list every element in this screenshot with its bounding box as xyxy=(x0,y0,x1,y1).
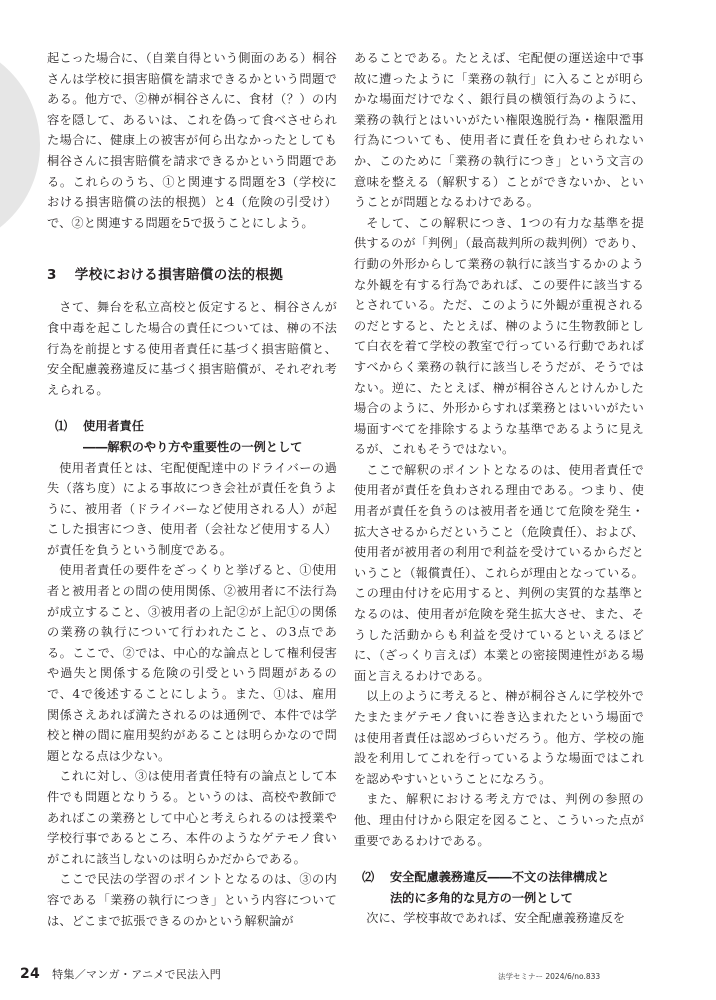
magazine-info: 法学セミナー 2024/6/no.833 xyxy=(498,972,601,981)
subsection-heading xyxy=(47,416,337,457)
paragraph: また、解釈における考え方では、判例の参照の他、理由付けから限定を図ること、こういった点が重要であるわけである。 xyxy=(354,792,644,848)
subsection-subtitle: 法的に多角的な見方の一例として xyxy=(390,890,573,905)
page-number: 24 xyxy=(20,966,41,982)
paragraph: 使用者責任とは、宅配便配達中のドライバーの過失（落ち度）による事故につき会社が責任を負うように、被用者（ドライバーなど使用される人）が起こした損害につき、使用者（会社など使用する人）が責任を負うという制度である。 xyxy=(47,460,337,557)
feature-title: 特集／マンガ・アニメで民法入門 xyxy=(52,968,222,981)
paragraph: ここで民法の学習のポイントとなるのは、③の内容である「業務の執行につき」という内容については、どこまで拡張できるのかという解釈論が xyxy=(47,872,337,928)
paragraph: 以上のように考えると、榊が桐谷さんに学校外でたまたまゲテモノ食いに巻き込まれたという場面では使用者責任は認めづらいだろう。他方、学校の施設を利用してこれを行っているような場面ではこれを認めやすいということになろう。 xyxy=(354,689,644,786)
section-title: 学校における損害賠償の法的根拠 xyxy=(74,267,284,284)
subsection-number: ⑵ xyxy=(362,870,375,885)
paragraph: さて、舞台を私立高校と仮定すると、桐谷さんが食中毒を起こした場合の責任については、榊の不法行為を前提とする使用者責任に基づく損害賠償と、安全配慮義務違反に基づく損害賠償が、それぞれ考えられる。 xyxy=(47,300,337,397)
subsection-heading xyxy=(354,867,644,908)
section-number: 3 xyxy=(47,267,57,284)
paragraph: ここで解釈のポイントとなるのは、使用者責任で使用者が責任を負わされる理由である。つまり、使用者が責任を負うのは被用者を通じて危険を発生・拡大させるからだということ（危険責任）、および、使用者が被用者の利用で利益を受けているからだということ（報償責任）、これらが理由となっている。この理由付けを応用すると、判例の実質的な基準となるのは、使用者が危険を発生拡大させ、また、そうした活動からも利益を受けているといえるほどに、（ざっくり言えば）本業との密接関連性がある場面と言えるわけである。 xyxy=(354,462,644,683)
left-column xyxy=(47,48,337,931)
paragraph: あることである。たとえば、宅配便の運送途中で事故に遭ったように「業務の執行」に入ることが明らかな場面だけでなく、銀行員の横領行為のように、業務の執行とはいいがたい権限逸脱行為・権限濫用行為についても、使用者に責任を負わせられないか、このために「業務の執行につき」という文言の意味を整える（解釈する）ことができないか、ということが問題となるわけである。 xyxy=(354,51,644,210)
subsection-number: ⑴ xyxy=(55,419,68,434)
section-heading xyxy=(47,263,337,283)
paragraph: 起こった場合に、（自業自得という側面のある）桐谷さんは学校に損害賠償を請求できるかという問題である。他方で、②榊が桐谷さんに、食材（？）の内容を隠して、あるいは、これを偽って食べさせられた場合に、健康上の被害が何ら出なかったとしても桐谷さんに損害賠償を請求できるかという問題である。これらのうち、①と関連する問題を3（学校における損害賠償の法的根拠）と4（危険の引受け）で、②と関連する問題を5で扱うことにしよう。 xyxy=(47,51,337,230)
footer-left xyxy=(20,966,221,982)
subsection-title: 使用者責任 xyxy=(83,419,144,434)
paragraph: これに対し、③は使用者責任特有の論点として本件でも問題となりうる。というのは、高校や教師であればこの業務として中心と考えられるのは授業や学校行事であるところ、本件のようなゲテモノ食いがこれに該当しないのは明らかだからである。 xyxy=(47,769,337,866)
decorative-circle xyxy=(0,40,40,250)
subsection-title: 安全配慮義務違反――不文の法律構成と xyxy=(390,870,610,885)
paragraph: 使用者責任の要件をざっくりと挙げると、①使用者と被用者との間の使用関係、②被用者に不法行為が成立すること、③被用者の上記②が上記①の関係の業務の執行について行われたこと、の3点である。ここで、②では、中心的な論点として権利侵害や過失と関係する危険の引受という問題があるので、4で後述することにしよう。また、①は、雇用関係さえあれば満たされるのは通例で、本件では学校と榊の間に雇用契約があることは明らかなので問題となる点は少ない。 xyxy=(47,563,337,763)
paragraph: 次に、学校事故であれば、安全配慮義務違反を xyxy=(366,911,626,926)
right-column xyxy=(354,48,644,929)
subsection-subtitle: ――解釈のやり方や重要性の一例として xyxy=(83,439,303,454)
paragraph: そして、この解釈につき、1つの有力な基準を提供するのが「判例」（最高裁判所の裁判例）であり、行動の外形からして業務の執行に該当するかのような外観を有する行為であれば、この要件に該当するとされている。ただ、このように外観が重視されるのだとすると、たとえば、榊のように生物教師として白衣を着て学校の教室で行っている行動であればすべからく業務の執行に該当しそうだが、そうではない。逆に、たとえば、榊が桐谷さんとけんかした場合のように、外形からすれば業務とはいいがたい場面すべてを排除するような基準であるように見えるが、これもそうではない。 xyxy=(354,215,644,457)
